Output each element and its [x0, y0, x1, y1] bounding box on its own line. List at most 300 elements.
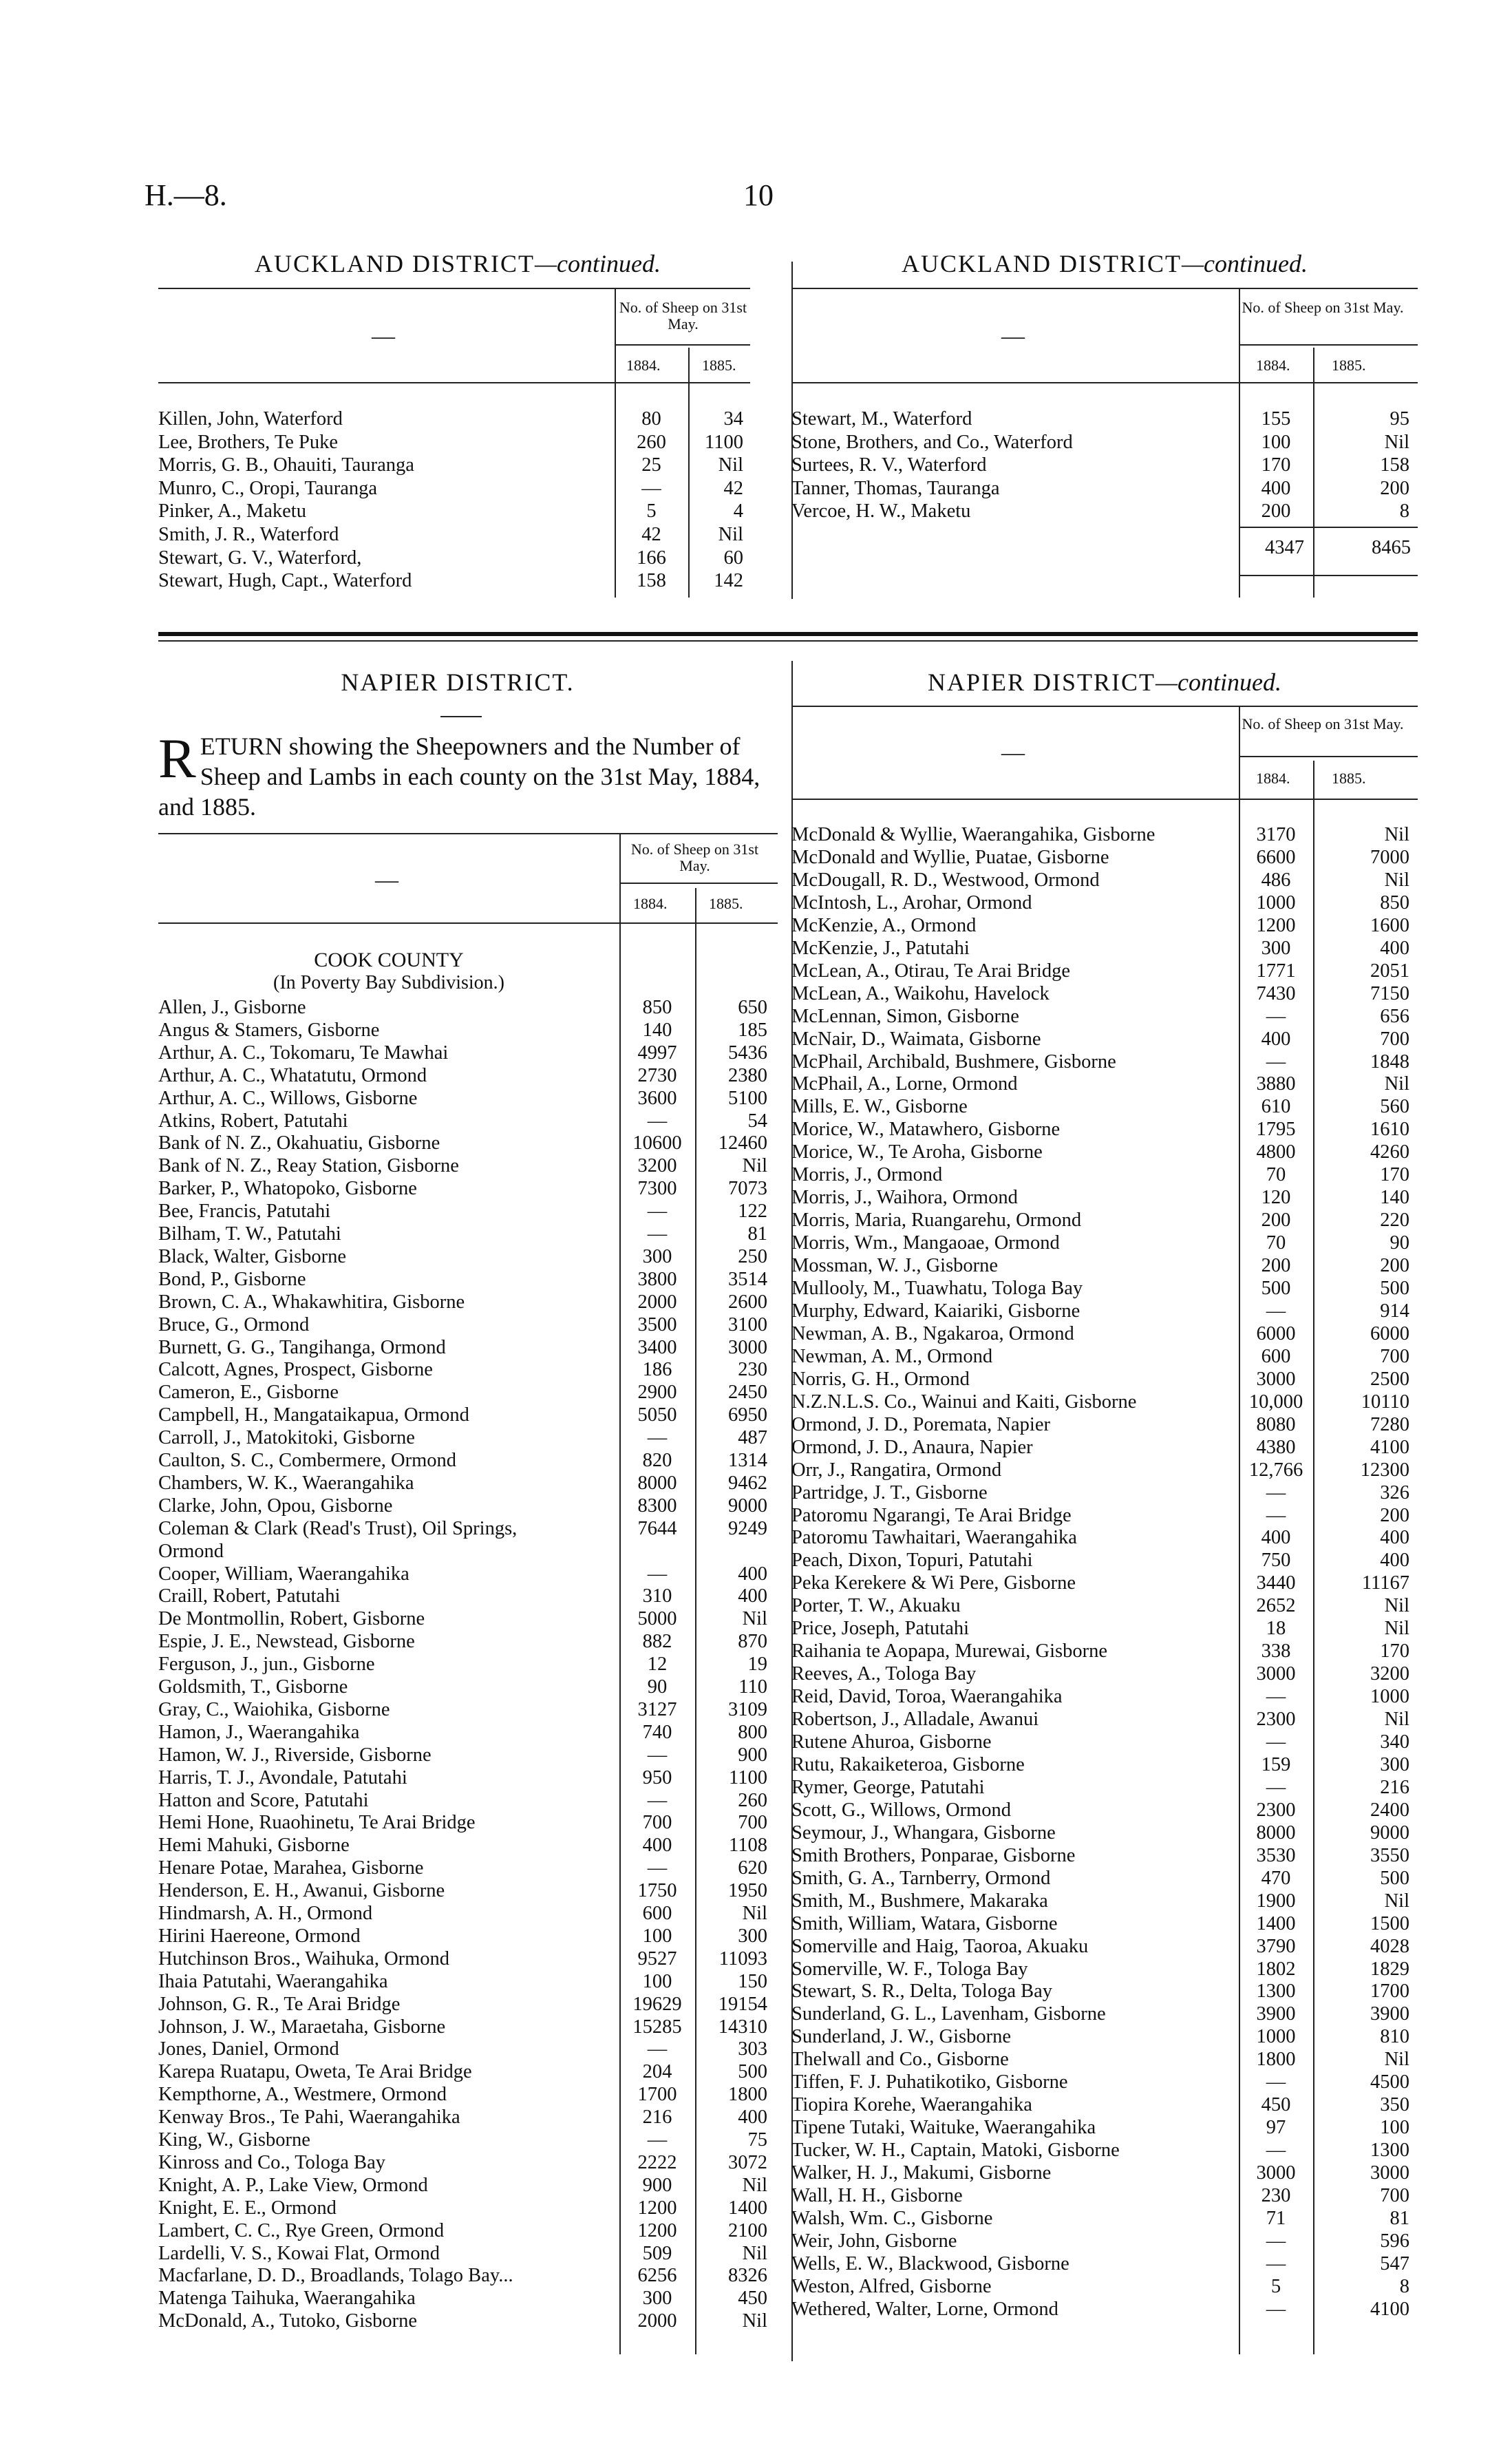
sheep-1884: 3000: [1256, 1663, 1296, 1685]
owner-name: Hutchinson Bros., Waihuka, Ormond: [158, 1947, 450, 1970]
sheep-1885: 216: [1380, 1776, 1409, 1798]
sheep-1885: 596: [1380, 2230, 1409, 2252]
sheep-1885: 200: [1380, 1504, 1409, 1526]
sheep-1884: 7300: [637, 1178, 677, 1200]
sheep-1884: 3200: [637, 1155, 677, 1177]
table-row: [158, 2197, 778, 2220]
owner-name: Stewart, S. R., Delta, Tologa Bay: [791, 1981, 1053, 2003]
sheep-1885: Nil: [1384, 431, 1409, 453]
table-row: [791, 2253, 1418, 2276]
sheep-1885: Nil: [718, 454, 743, 476]
sheep-1885: 19: [747, 1654, 767, 1676]
owner-name: Price, Joseph, Patutahi: [791, 1618, 970, 1640]
sheep-1885: 6950: [728, 1404, 767, 1426]
owner-name: De Montmollin, Robert, Gisborne: [158, 1608, 425, 1630]
sheep-1884: 25: [641, 454, 661, 476]
napier-left-dash: —: [375, 867, 398, 893]
sheep-1885: 200: [1380, 1255, 1409, 1277]
owner-name: Gray, C., Waiohika, Gisborne: [158, 1698, 390, 1720]
table-row: [158, 1337, 778, 1360]
napier-left-sheep-header: No. of Sheep on 31st May.: [630, 841, 759, 874]
owner-name: Knight, E. E., Ormond: [158, 2197, 337, 2219]
table-row: [791, 1686, 1418, 1709]
sheep-1884: 400: [1261, 477, 1291, 499]
sheep-1885: 870: [738, 1631, 767, 1653]
sheep-1885: 230: [738, 1359, 767, 1381]
table-row: [158, 1404, 778, 1427]
sheep-1884: —: [1266, 2140, 1286, 2162]
sheep-1885: 140: [1380, 1187, 1409, 1209]
table-row: [791, 432, 1418, 454]
owner-name: Killen, John, Waterford: [158, 408, 343, 430]
sheep-1885: 81: [747, 1223, 767, 1245]
owner-name: Hamon, W. J., Riverside, Gisborne: [158, 1744, 432, 1766]
sheep-1884: 2000: [637, 2310, 677, 2332]
table-row: [791, 1051, 1418, 1074]
owner-name: Tipene Tutaki, Waituke, Waerangahika: [791, 2117, 1096, 2139]
sheep-1884: 260: [637, 431, 666, 453]
table-row: [158, 2061, 778, 2084]
sheep-1884: —: [647, 2038, 668, 2060]
owner-name: Tucker, W. H., Captain, Matoki, Gisborne: [791, 2140, 1120, 2162]
sheep-1884: 3530: [1256, 1844, 1296, 1866]
sheep-1884: —: [1266, 1686, 1286, 1708]
table-row: [791, 500, 1418, 523]
owner-name: McLean, A., Waikohu, Havelock: [791, 982, 1050, 1004]
sheep-1885: 340: [1380, 1731, 1409, 1753]
sheep-1885: Nil: [1384, 869, 1409, 891]
owner-name: Thelwall and Co., Gisborne: [791, 2049, 1009, 2071]
sheep-1884: 9527: [637, 1947, 677, 1970]
sheep-1885: Nil: [742, 2242, 767, 2264]
table-row: [158, 1246, 778, 1269]
sheep-1884: 3000: [1256, 1368, 1296, 1390]
owner-name: McNair, D., Waimata, Gisborne: [791, 1028, 1041, 1050]
table-row: [158, 1654, 778, 1676]
sheep-1885: 3100: [728, 1313, 767, 1335]
sheep-1884: 3900: [1256, 2003, 1296, 2025]
owner-name: Partridge, J. T., Gisborne: [791, 1481, 988, 1503]
owner-name: Morris, Maria, Ruangarehu, Ormond: [791, 1210, 1082, 1232]
sheep-1884: —: [647, 1427, 668, 1449]
owner-name: Pinker, A., Maketu: [158, 500, 306, 522]
sheep-1885: 122: [738, 1201, 767, 1223]
table-row: [158, 1767, 778, 1790]
owner-name: Rutu, Rakaiketeroa, Gisborne: [791, 1753, 1025, 1775]
owner-name: Peach, Dixon, Topuri, Patutahi: [791, 1550, 1033, 1572]
table-row: [791, 1822, 1418, 1845]
table-row: [158, 1155, 778, 1178]
owner-name: Stewart, Hugh, Capt., Waterford: [158, 570, 412, 592]
table-row: [158, 2038, 778, 2061]
owner-name: Morice, W., Te Aroha, Gisborne: [791, 1141, 1043, 1163]
sheep-1884: —: [1266, 1300, 1286, 1322]
sheep-1884: 200: [1261, 1210, 1291, 1232]
owner-name: Rymer, George, Patutahi: [791, 1776, 985, 1798]
table-row: [791, 1210, 1418, 1232]
sheep-1884: 3790: [1256, 1935, 1296, 1957]
table-row: [158, 1744, 778, 1767]
table-row: [791, 1958, 1418, 1981]
owner-name: Smith, G. A., Tarnberry, Ormond: [791, 1867, 1051, 1889]
table-row: [791, 478, 1418, 500]
owner-name: Stone, Brothers, and Co., Waterford: [791, 431, 1073, 453]
table-row: [791, 2049, 1418, 2071]
sheep-1885: 3000: [1370, 2162, 1409, 2184]
table-row: [158, 2152, 778, 2175]
sheep-1884: 500: [1261, 1278, 1291, 1299]
napier-right-year-1884: 1884.: [1256, 770, 1290, 787]
table-row: [791, 2026, 1418, 2049]
sheep-1884: 7644: [637, 1517, 677, 1539]
owner-name: McPhail, Archibald, Bushmere, Gisborne: [791, 1050, 1116, 1073]
table-row: [158, 1427, 778, 1450]
sheep-1885: 400: [1380, 1527, 1409, 1549]
sheep-1885: 700: [1380, 1345, 1409, 1367]
table-row: [158, 570, 750, 593]
table-row: [791, 1913, 1418, 1936]
napier-right-year-1885: 1885.: [1332, 770, 1366, 787]
sheep-1884: —: [1266, 1504, 1286, 1526]
table-row: [158, 1790, 778, 1813]
sheep-1885: 81: [1389, 2207, 1409, 2229]
sheep-1884: 1300: [1256, 1981, 1296, 2003]
sheep-1885: 1700: [1370, 1981, 1409, 2003]
table-row: [158, 1812, 778, 1835]
sheep-1885: 185: [738, 1019, 767, 1041]
table-row: [791, 2299, 1418, 2321]
sheep-1884: 3127: [637, 1698, 677, 1720]
sheep-1885: 5100: [728, 1087, 767, 1109]
owner-name: Munro, C., Oropi, Tauranga: [158, 477, 378, 499]
sheep-1884: 6600: [1256, 846, 1296, 868]
sheep-1885: 2051: [1370, 960, 1409, 982]
table-row: [791, 2003, 1418, 2026]
owner-name: King, W., Gisborne: [158, 2129, 310, 2151]
sheep-1884: 10600: [632, 1132, 682, 1154]
table-row: [158, 2016, 778, 2039]
owner-name: Kempthorne, A., Westmere, Ormond: [158, 2084, 447, 2106]
sheep-1885: 303: [738, 2038, 767, 2060]
sheep-1885: Nil: [742, 1903, 767, 1924]
table-row: [158, 1450, 778, 1472]
sheep-1885: 400: [1380, 1550, 1409, 1572]
table-row: [158, 1563, 778, 1586]
table-row: [791, 1369, 1418, 1391]
owner-name: Goldsmith, T., Gisborne: [158, 1676, 348, 1698]
owner-name: Newman, A. M., Ormond: [791, 1345, 993, 1367]
auckland-total-1885: 8465: [1372, 537, 1411, 558]
sheep-1885: 54: [747, 1110, 767, 1132]
sheep-1885: Nil: [1384, 1595, 1409, 1617]
sheep-1885: 170: [1380, 1164, 1409, 1186]
sheep-1885: 4: [733, 500, 743, 522]
table-row: [791, 1981, 1418, 2003]
table-row: [158, 2243, 778, 2266]
owner-name: Mullooly, M., Tuawhatu, Tologa Bay: [791, 1278, 1083, 1299]
owner-name: Seymour, J., Whangara, Gisborne: [791, 1822, 1056, 1844]
sheep-1884: —: [647, 1201, 668, 1223]
sheep-1884: 2222: [637, 2151, 677, 2173]
sheep-1885: 1400: [728, 2197, 767, 2219]
owner-name: Morris, G. B., Ohauiti, Tauranga: [158, 454, 414, 476]
owner-name: Hamon, J., Waerangahika: [158, 1721, 360, 1743]
sheep-1884: 5: [646, 500, 657, 522]
sheep-1885: 560: [1380, 1096, 1409, 1118]
sheep-1885: 150: [738, 1970, 767, 1992]
table-row: [791, 454, 1418, 477]
sheep-1885: 547: [1380, 2252, 1409, 2274]
sheep-1885: 14310: [718, 2016, 767, 2038]
sheep-1885: 400: [738, 1585, 767, 1607]
owner-name: Mossman, W. J., Gisborne: [791, 1255, 999, 1277]
sheep-1885: 400: [738, 2107, 767, 2129]
sheep-1884: 1400: [1256, 1912, 1296, 1934]
sheep-1884: 1200: [637, 2219, 677, 2241]
owner-name: Arthur, A. C., Whatatutu, Ormond: [158, 1064, 427, 1086]
sheep-1885: Nil: [1384, 824, 1409, 845]
sheep-1885: 12460: [718, 1132, 767, 1154]
napier-left-year-1885: 1885.: [709, 895, 743, 912]
sheep-1885: 250: [738, 1245, 767, 1267]
sheep-1884: 820: [642, 1450, 672, 1471]
sheep-1884: 8300: [637, 1495, 677, 1517]
table-row: [158, 2265, 778, 2288]
sheep-1884: 600: [642, 1903, 672, 1924]
table-row: [791, 2276, 1418, 2299]
sheep-1885: 3514: [728, 1268, 767, 1290]
owner-name: Bruce, G., Ormond: [158, 1313, 310, 1335]
table-row: [158, 1903, 778, 1925]
table-row: [791, 824, 1418, 847]
sheep-1885: 142: [714, 570, 743, 592]
sheep-1885: 8326: [728, 2265, 767, 2287]
owner-name: Reid, David, Toroa, Waerangahika: [791, 1686, 1063, 1708]
table-row: [791, 1232, 1418, 1255]
owner-name: McDonald, A., Tutoko, Gisborne: [158, 2310, 418, 2332]
auckland-total-1884: 4347: [1265, 537, 1304, 558]
owner-name: Smith Brothers, Ponparae, Gisborne: [791, 1844, 1076, 1866]
sheep-1884: 3440: [1256, 1572, 1296, 1594]
owner-name: Chambers, W. K., Waerangahika: [158, 1472, 414, 1494]
sheep-1885: Nil: [742, 2174, 767, 2196]
napier-right-dash: —: [1001, 740, 1025, 766]
sheep-1885: 7150: [1370, 982, 1409, 1004]
sheep-1884: —: [1266, 2071, 1286, 2093]
sheep-1884: 1771: [1256, 960, 1296, 982]
page-reference: H.—8.: [145, 178, 227, 212]
table-row: [158, 1699, 778, 1722]
owner-name: Ferguson, J., jun., Gisborne: [158, 1654, 375, 1676]
sheep-1884: —: [1266, 1731, 1286, 1753]
owner-name: N.Z.N.L.S. Co., Wainui and Kaiti, Gisborne: [791, 1391, 1137, 1413]
sheep-1885: 12300: [1360, 1459, 1409, 1481]
sheep-1885: 1100: [729, 1766, 767, 1788]
table-row: [158, 1065, 778, 1088]
sheep-1884: 2652: [1256, 1595, 1296, 1617]
owner-name: Newman, A. B., Ngakaroa, Ormond: [791, 1322, 1074, 1344]
sheep-1885: 10110: [1361, 1391, 1409, 1413]
table-row: [158, 2107, 778, 2129]
napier-title: NAPIER DISTRICT.: [341, 668, 575, 696]
table-row: [791, 1709, 1418, 1731]
sheep-1885: 500: [1380, 1867, 1409, 1889]
table-row: [791, 1073, 1418, 1096]
table-row: [791, 1527, 1418, 1550]
sheep-1884: —: [1266, 1481, 1286, 1503]
sheep-1884: —: [641, 477, 661, 499]
sheep-1885: 850: [1380, 891, 1409, 914]
table-row: [791, 2208, 1418, 2230]
owner-name: Morris, Wm., Mangaoae, Ormond: [791, 1232, 1060, 1254]
sheep-1885: 300: [738, 1925, 767, 1947]
owner-name: Bank of N. Z., Okahuatiu, Gisborne: [158, 1132, 440, 1154]
table-row: [158, 1835, 778, 1857]
sheep-1885: 620: [738, 1857, 767, 1879]
sheep-1885: 1500: [1370, 1912, 1409, 1934]
auckland-left-year-1885: 1885.: [702, 357, 736, 374]
sheep-1884: 200: [1261, 500, 1291, 522]
owner-name: McDougall, R. D., Westwood, Ormond: [791, 869, 1100, 891]
table-row: [158, 1518, 778, 1541]
table-row: [791, 892, 1418, 915]
sheep-1884: 170: [1261, 454, 1291, 476]
sheep-1884: 3400: [637, 1336, 677, 1358]
sheep-1885: Nil: [742, 2310, 767, 2332]
sheep-1885: 42: [723, 477, 743, 499]
owner-name: McDonald and Wyllie, Puatae, Gisborne: [791, 846, 1109, 868]
owner-name: Hatton and Score, Patutahi: [158, 1789, 369, 1811]
sheep-1884: 338: [1261, 1640, 1291, 1662]
table-row: [158, 1608, 778, 1631]
sheep-1885: 500: [738, 2061, 767, 2083]
table-row: [791, 1890, 1418, 1913]
sheep-1885: 500: [1380, 1278, 1409, 1299]
sheep-1885: 260: [738, 1789, 767, 1811]
owner-name: Lambert, C. C., Rye Green, Ormond: [158, 2219, 445, 2241]
table-row: [158, 1020, 778, 1042]
sheep-1885: 3550: [1370, 1844, 1409, 1866]
owner-name: Surtees, R. V., Waterford: [791, 454, 987, 476]
sheep-1885: 1300: [1370, 2140, 1409, 2162]
table-row: [791, 847, 1418, 869]
owner-name: Walsh, Wm. C., Gisborne: [791, 2207, 993, 2229]
sheep-1884: 3600: [637, 1087, 677, 1109]
sheep-1884: 158: [637, 570, 666, 592]
sheep-1885: 9000: [728, 1495, 767, 1517]
auckland-title-right: AUCKLAND DISTRICT—continued.: [902, 250, 1308, 277]
sheep-1884: 4800: [1256, 1141, 1296, 1163]
auckland-title-left: AUCKLAND DISTRICT—continued.: [255, 250, 661, 277]
sheep-1885: 1108: [729, 1835, 767, 1857]
table-row: [158, 1541, 778, 1563]
sheep-1885: 9462: [728, 1472, 767, 1494]
sheep-1884: 3500: [637, 1313, 677, 1335]
table-row: [791, 1141, 1418, 1164]
sheep-1884: 600: [1261, 1345, 1291, 1367]
sheep-1884: 400: [1261, 1527, 1291, 1549]
owner-name: Johnson, J. W., Maraetaha, Gisborne: [158, 2016, 446, 2038]
owner-name: McIntosh, L., Arohar, Ormond: [791, 891, 1032, 914]
cook-subdivision: (In Poverty Bay Subdivision.): [273, 972, 504, 993]
sheep-1885: 1800: [728, 2084, 767, 2106]
sheep-1884: 3880: [1256, 1073, 1296, 1095]
sheep-1884: 100: [1261, 431, 1291, 453]
owner-name: Brown, C. A., Whakawhitira, Gisborne: [158, 1291, 465, 1313]
table-row: [158, 1314, 778, 1337]
sheep-1885: 11167: [1361, 1572, 1409, 1594]
table-row: [791, 2071, 1418, 2094]
owner-name: Ormond, J. D., Anaura, Napier: [791, 1436, 1033, 1458]
napier-right-sheep-header: No. of Sheep on 31st May.: [1242, 715, 1404, 732]
sheep-1884: 230: [1261, 2185, 1291, 2206]
sheep-1884: —: [647, 1744, 668, 1766]
table-row: [158, 1495, 778, 1518]
sheep-1885: 4100: [1370, 1436, 1409, 1458]
owner-name: Tiopira Korehe, Waerangahika: [791, 2094, 1032, 2116]
sheep-1884: 1900: [1256, 1890, 1296, 1912]
sheep-1884: 7430: [1256, 982, 1296, 1004]
sheep-1884: 200: [1261, 1255, 1291, 1277]
owner-name: Sunderland, J. W., Gisborne: [791, 2026, 1012, 2048]
owner-name: Hemi Hone, Ruaohinetu, Te Arai Bridge: [158, 1812, 476, 1834]
sheep-1885: Nil: [718, 524, 743, 545]
sheep-1884: 3000: [1256, 2162, 1296, 2184]
owner-name: Ormond: [158, 1540, 224, 1562]
owner-name: Stewart, M., Waterford: [791, 408, 972, 430]
sheep-1884: 4997: [637, 1042, 677, 1064]
sheep-1885: Nil: [1384, 1890, 1409, 1912]
owner-name: Reeves, A., Tologa Bay: [791, 1663, 977, 1685]
owner-name: Ihaia Patutahi, Waerangahika: [158, 1970, 388, 1992]
owner-name: Henderson, E. H., Awanui, Gisborne: [158, 1880, 445, 1902]
sheep-1885: 700: [1380, 1028, 1409, 1050]
table-row: [791, 1845, 1418, 1868]
table-row: [158, 1110, 778, 1133]
table-row: [158, 2288, 778, 2310]
table-row: [791, 1799, 1418, 1822]
owner-name: Clarke, John, Opou, Gisborne: [158, 1495, 393, 1517]
auckland-right-year-1884: 1884.: [1256, 357, 1290, 374]
owner-name: Calcott, Agnes, Prospect, Gisborne: [158, 1359, 433, 1381]
napier-title-continued: NAPIER DISTRICT—continued.: [928, 668, 1281, 696]
sheep-1885: 3072: [728, 2151, 767, 2173]
table-row: [791, 2094, 1418, 2117]
owner-name: McLean, A., Otirau, Te Arai Bridge: [791, 960, 1071, 982]
table-row: [791, 1255, 1418, 1278]
owner-name: Hindmarsh, A. H., Ormond: [158, 1903, 373, 1924]
sheep-1885: 4260: [1370, 1141, 1409, 1163]
table-row: [158, 454, 750, 477]
sheep-1885: 4100: [1370, 2298, 1409, 2320]
table-row: [158, 1472, 778, 1495]
sheep-1884: 8000: [637, 1472, 677, 1494]
table-row: [158, 997, 778, 1020]
owner-name: Hirini Haereone, Ormond: [158, 1925, 361, 1947]
sheep-1884: 8000: [1256, 1822, 1296, 1844]
sheep-1884: 1000: [1256, 891, 1296, 914]
owner-name: Scott, G., Willows, Ormond: [791, 1799, 1011, 1821]
owner-name: Mills, E. W., Gisborne: [791, 1096, 968, 1118]
sheep-1884: 450: [1261, 2094, 1291, 2116]
sheep-1884: 155: [1261, 408, 1291, 430]
sheep-1884: 509: [642, 2242, 672, 2264]
sheep-1885: 8: [1399, 2275, 1409, 2297]
owner-name: Craill, Robert, Patutahi: [158, 1585, 341, 1607]
owner-name: Espie, J. E., Newstead, Gisborne: [158, 1631, 415, 1653]
table-row: [791, 408, 1418, 431]
sheep-1884: 882: [642, 1631, 672, 1653]
